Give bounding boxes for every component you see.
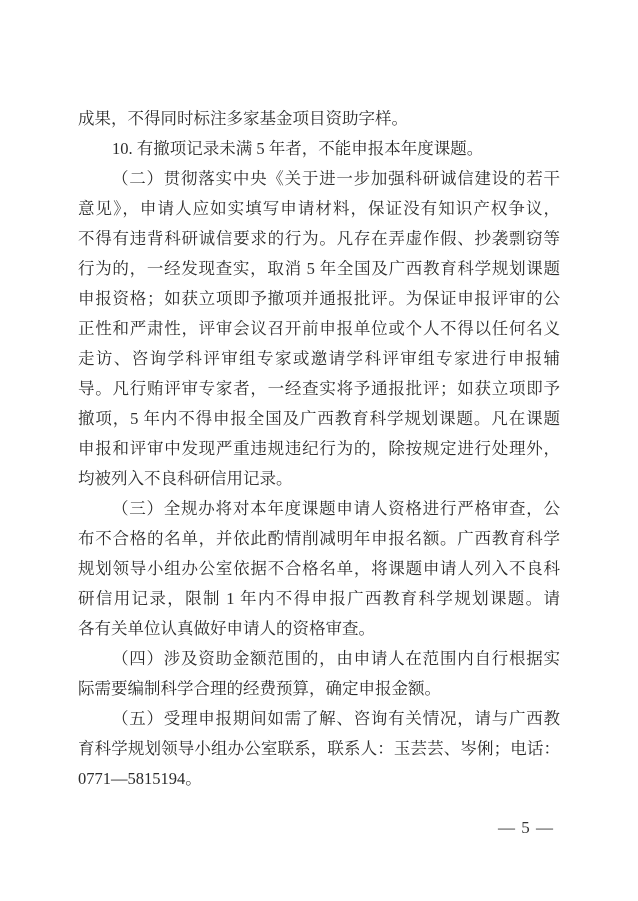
text-line: 不得有违背科研诚信要求的行为。凡存在弄虚作假、抄袭剽窃等 — [78, 229, 560, 248]
text-line: 育科学规划领导小组办公室联系，联系人：玉芸芸、岑俐；电话： — [78, 739, 560, 758]
text-line: 行为的，一经发现查实，取消 5 年全国及广西教育科学规划课题 — [78, 259, 560, 278]
text-line: 撤项，5 年内不得申报全国及广西教育科学规划课题。凡在课题 — [78, 409, 560, 428]
text-line: 导。凡行贿评审专家者，一经查实将予通报批评；如获立项即予 — [78, 379, 560, 398]
document-body — [78, 104, 560, 794]
text-line: 规划领导小组办公室依据不合格名单，将课题申请人列入不良科 — [78, 559, 560, 578]
text-line: （三）全规办将对本年度课题申请人资格进行严格审查，公 — [112, 499, 560, 518]
text-line: 布不合格的名单，并依此酌情削减明年申报名额。广西教育科学 — [78, 529, 560, 548]
text-line: 走访、咨询学科评审组专家或邀请学科评审组专家进行申报辅 — [78, 349, 560, 368]
text-line: 正性和严肃性，评审会议召开前申报单位或个人不得以任何名义 — [78, 319, 560, 338]
text-line: 各有关单位认真做好申请人的资格审查。 — [78, 619, 375, 638]
page-number: — 5 — — [498, 818, 554, 837]
text-line: 研信用记录，限制 1 年内不得申报广西教育科学规划课题。请 — [78, 589, 560, 608]
text-line: 申报和评审中发现严重违规违纪行为的，除按规定进行处理外， — [78, 439, 560, 458]
text-line: 10. 有撤项记录未满 5 年者，不能申报本年度课题。 — [112, 139, 484, 158]
text-line: 意见》，申请人应如实填写申请材料，保证没有知识产权争议， — [78, 199, 560, 218]
text-line: 均被列入不良科研信用记录。 — [78, 469, 293, 488]
text-line: （四）涉及资助金额范围的，由申请人在范围内自行根据实 — [112, 649, 560, 668]
text-line: （五）受理申报期间如需了解、咨询有关情况，请与广西教 — [112, 709, 560, 728]
text-line: 0771—5815194。 — [78, 769, 202, 788]
text-line: （二）贯彻落实中央《关于进一步加强科研诚信建设的若干 — [112, 169, 560, 188]
text-line: 际需要编制科学合理的经费预算，确定申报金额。 — [78, 679, 441, 698]
text-line: 成果，不得同时标注多家基金项目资助字样。 — [78, 109, 408, 128]
text-line: 申报资格；如获立项即予撤项并通报批评。为保证申报评审的公 — [78, 289, 560, 308]
